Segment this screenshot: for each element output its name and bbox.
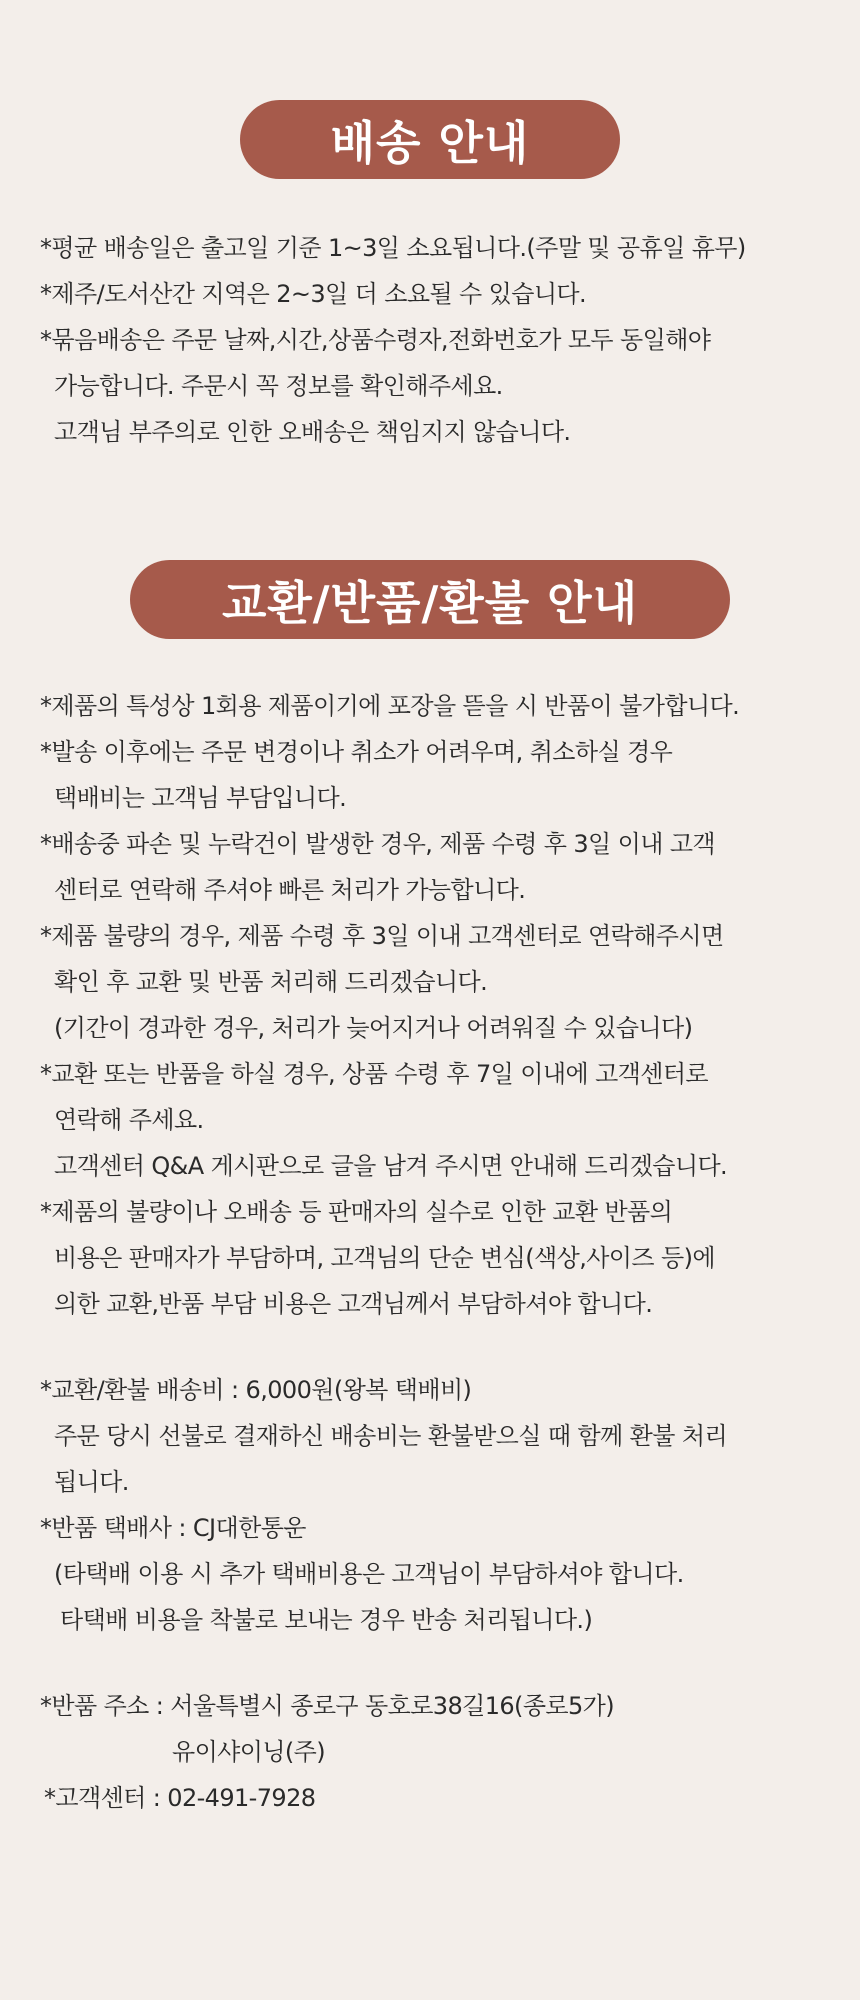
return-line: *배송중 파손 및 누락건이 발생한 경우, 제품 수령 후 3일 이내 고객 (40, 830, 716, 858)
spacer (40, 1643, 840, 1683)
shipping-line: *제주/도서산간 지역은 2~3일 더 소요될 수 있습니다. (40, 280, 587, 308)
return-line: 고객센터 Q&A 게시판으로 글을 남겨 주시면 안내해 드리겠습니다. (54, 1152, 728, 1180)
fee-line: 됩니다. (54, 1468, 129, 1496)
spacer (40, 1327, 840, 1367)
return-line: *제품의 불량이나 오배송 등 판매자의 실수로 인한 교환 반품의 (40, 1198, 673, 1226)
return-line: *제품의 특성상 1회용 제품이기에 포장을 뜯을 시 반품이 불가합니다. (40, 692, 740, 720)
return-title: 교환/반품/환불 안내 (221, 575, 639, 630)
shipping-title-badge (240, 100, 620, 179)
fee-line: *교환/환불 배송비 : 6,000원(왕복 택배비) (40, 1376, 472, 1404)
return-line: *제품 불량의 경우, 제품 수령 후 3일 이내 고객센터로 연락해주시면 (40, 922, 724, 950)
shipping-line: 가능합니다. 주문시 꼭 정보를 확인해주세요. (54, 372, 503, 400)
return-info-section (40, 683, 840, 1821)
return-line: *교환 또는 반품을 하실 경우, 상품 수령 후 7일 이내에 고객센터로 (40, 1060, 708, 1088)
return-line: 연락해 주세요. (54, 1106, 204, 1134)
shipping-line: 고객님 부주의로 인한 오배송은 책임지지 않습니다. (54, 418, 571, 446)
shipping-line: *묶음배송은 주문 날짜,시간,상품수령자,전화번호가 모두 동일해야 (40, 326, 711, 354)
fee-line: 주문 당시 선불로 결재하신 배송비는 환불받으실 때 함께 환불 처리 (54, 1422, 728, 1450)
return-line: 택배비는 고객님 부담입니다. (54, 784, 347, 812)
return-line: 확인 후 교환 및 반품 처리해 드리겠습니다. (54, 968, 488, 996)
fee-line: *반품 택배사 : CJ대한통운 (40, 1514, 306, 1542)
return-address: *반품 주소 : 서울특별시 종로구 동호로38길16(종로5가) (40, 1692, 614, 1720)
shipping-line: *평균 배송일은 출고일 기준 1~3일 소요됩니다.(주말 및 공휴일 휴무) (40, 234, 746, 262)
return-line: 의한 교환,반품 부담 비용은 고객님께서 부담하셔야 합니다. (54, 1290, 653, 1318)
return-line: 센터로 연락해 주셔야 빠른 처리가 가능합니다. (54, 876, 526, 904)
return-title-badge (130, 560, 730, 639)
return-line: (기간이 경과한 경우, 처리가 늦어지거나 어려워질 수 있습니다) (54, 1014, 693, 1042)
return-line: *발송 이후에는 주문 변경이나 취소가 어려우며, 취소하실 경우 (40, 738, 673, 766)
shipping-info-section (40, 225, 840, 455)
customer-center-phone: *고객센터 : 02-491-7928 (44, 1784, 316, 1812)
fee-line: 타택배 비용을 착불로 보내는 경우 반송 처리됩니다.) (60, 1606, 593, 1634)
return-line: 비용은 판매자가 부담하며, 고객님의 단순 변심(색상,사이즈 등)에 (54, 1244, 715, 1272)
return-address-company: 유이샤이닝(주) (172, 1738, 326, 1766)
shipping-title: 배송 안내 (330, 115, 530, 170)
fee-line: (타택배 이용 시 추가 택배비용은 고객님이 부담하셔야 합니다. (54, 1560, 684, 1588)
